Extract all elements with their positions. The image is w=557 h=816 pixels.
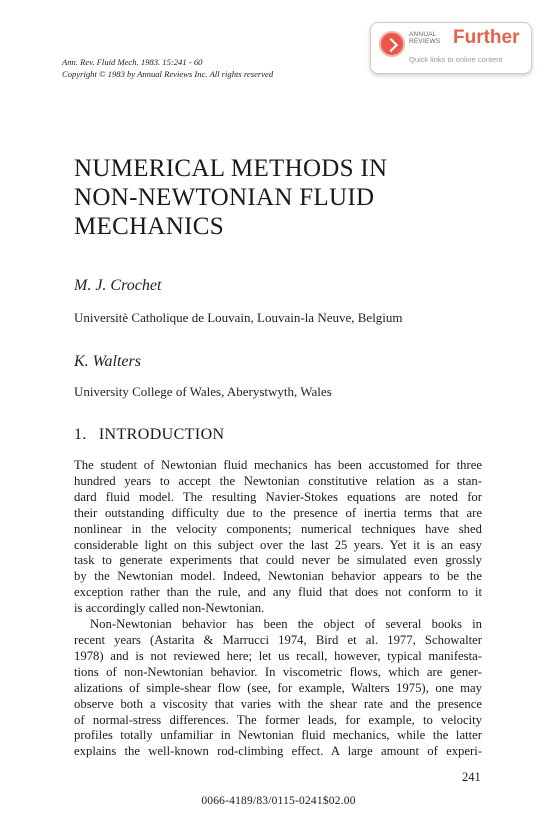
- chevron-right-icon: [379, 31, 405, 57]
- text-line: tions of non-Newtonian behavior. In viscometric flows, which are gener-: [74, 664, 482, 679]
- citation-copyright: Copyright © 1983 by Annual Reviews Inc. All rights reserved: [62, 69, 274, 79]
- author-name: K. Walters: [74, 353, 141, 370]
- author-affiliation: Universitè Catholique de Louvain, Louvain-la Neuve, Belgium: [74, 310, 403, 325]
- text-line: considerable light on this subject over the last 25 years. Yet it is an easy: [74, 537, 482, 552]
- further-label: Further: [453, 27, 520, 48]
- author-affiliation: University College of Wales, Aberystwyth, Wales: [74, 384, 332, 399]
- text-line: their outstanding difficulty due to the presence of inertia terms that are: [74, 505, 482, 520]
- title-line: NON-NEWTONIAN FLUID: [74, 184, 375, 211]
- section-title: INTRODUCTION: [98, 426, 225, 443]
- further-tagline: Quick links to online content: [409, 55, 503, 64]
- body-text: [74, 458, 482, 760]
- title-line: MECHANICS: [74, 213, 224, 240]
- article-code: 0066-4189/83/0115-0241$02.00: [201, 795, 356, 807]
- page-number: 241: [462, 770, 481, 784]
- text-line: recent years (Astarita & Marrucci 1974, Bird et al. 1977, Schowalter: [74, 632, 482, 647]
- text-line: of normal-stress differences. The former leads, for example, to velocity: [74, 712, 482, 727]
- text-line: profiles totally unfamiliar in Newtonian fluid mechanics, while the latter: [74, 728, 482, 743]
- text-line: explains the well-known rod-climbing effect. A large amount of experi-: [74, 744, 482, 759]
- text-line: hundred years to accept the Newtonian constitutive relation as a stan-: [74, 473, 482, 488]
- section-number: 1.: [74, 426, 87, 443]
- text-line: task to generate experiments that could never be simulated even grossly: [74, 553, 482, 568]
- paragraph: [74, 458, 482, 617]
- citation: [62, 56, 273, 80]
- further-badge[interactable]: [370, 22, 532, 74]
- text-line: exception rather than the rule, and any fluid that does not conform to it: [74, 585, 482, 600]
- text-line: 1978) and is not reviewed here; let us recall, however, typical manifesta-: [74, 648, 482, 663]
- author-name: M. J. Crochet: [74, 277, 162, 294]
- text-line: alizations of simple-shear flow (see, for example, Walters 1975), one may: [74, 680, 482, 695]
- paragraph: [74, 617, 482, 760]
- text-line: The student of Newtonian fluid mechanics has been accustomed for three: [74, 458, 482, 472]
- article-title: [74, 154, 387, 241]
- section-heading: [74, 426, 225, 444]
- text-line: Non-Newtonian behavior has been the object of several books in: [90, 617, 482, 632]
- annual-reviews-logo-text: ANNUAL REVIEWS: [409, 31, 441, 45]
- text-line: observe both a viscosity that varies with the shear rate and the presence: [74, 696, 482, 711]
- title-line: NUMERICAL METHODS IN: [74, 155, 388, 182]
- text-line: is accordingly called non-Newtonian.: [74, 601, 265, 616]
- text-line: by the Newtonian model. Indeed, Newtonian behavior appears to be the: [74, 569, 482, 584]
- text-line: dard fluid model. The resulting Navier-Stokes equations are noted for: [74, 489, 482, 504]
- citation-journal: Ann. Rev. Fluid Mech. 1983. 15:241 - 60: [62, 57, 203, 67]
- text-line: nonlinear in the velocity components; numerical techniques have shed: [74, 521, 482, 536]
